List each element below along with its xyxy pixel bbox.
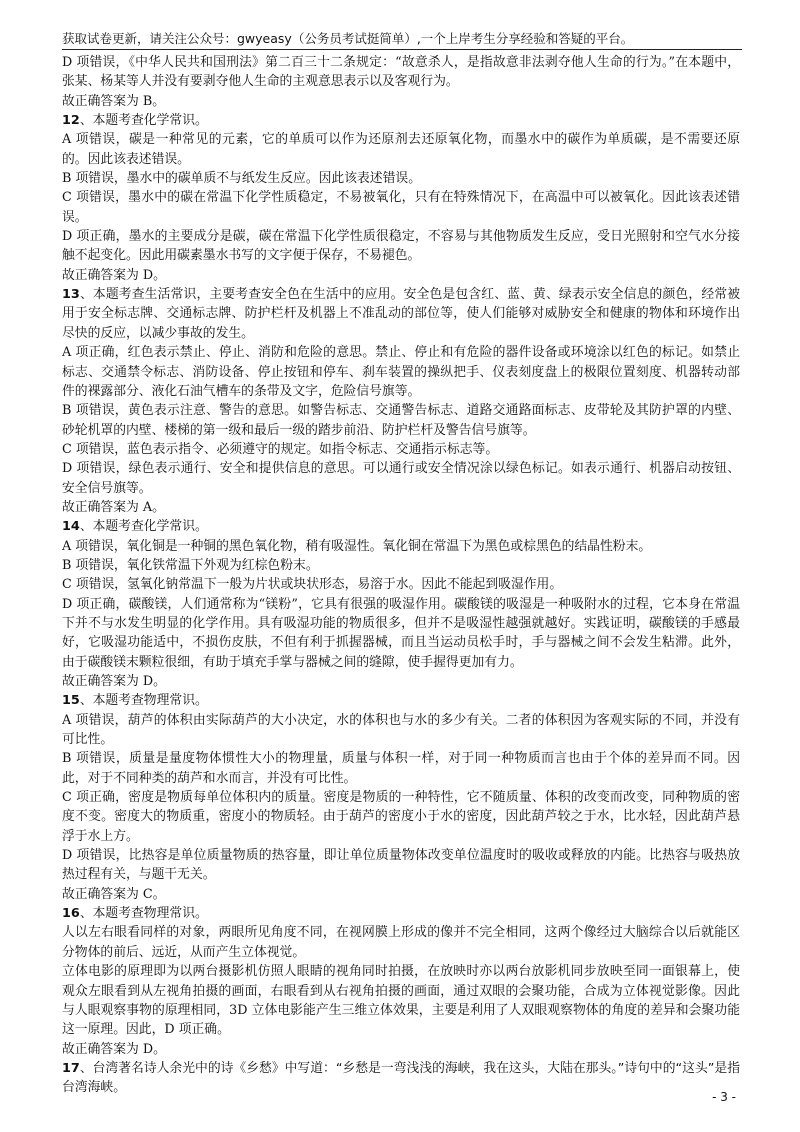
question-heading (62, 517, 740, 536)
paragraph: D 项正确，碳酸镁，人们通常称为“镁粉”，它具有很强的吸湿作用。碳酸镁的吸湿是一种吸附水的过程，它本身在常温下并不与水发生明显的化学作用。具有吸湿功能的物质很多，但并不是吸湿性越强就越好。实践证明，碳酸镁的手感最好，它吸湿功能适中，不损伤皮肤，不但有利于抓握器械，而且当运动员松手时，手与器械之间不会发生粘滞。此外，由于碳酸镁末颗粒很细，有助于填充手掌与器械之间的缝隙，使手握得更加有力。 (62, 596, 740, 670)
paragraph: A 项错误，碳是一种常见的元素，它的单质可以作为还原剂去还原氧化物，而墨水中的碳作为单质碳，是不需要还原的。因此该表述错误。 (62, 132, 740, 167)
paragraph: 人以左右眼看同样的对象，两眼所见角度不同，在视网膜上形成的像并不完全相同，这两个像经过大脑综合以后就能区分物体的前后、远近，从而产生立体视觉。 (62, 925, 740, 960)
paragraph: 故正确答案为 D。 (62, 674, 166, 689)
paragraph: 故正确答案为 A。 (62, 499, 165, 515)
paragraph: B 项错误，质量是量度物体惯性大小的物理量，质量与体积一样，对于同一种物质而言也由于个体的差异而不同。因此，对于不同种类的葫芦和水而言，并没有可比性。 (62, 751, 740, 786)
paragraph: A 项错误，葫芦的体积由实际葫芦的大小决定，水的体积也与水的多少有关。二者的体积因为客观实际的不同，并没有可比性。 (62, 712, 740, 748)
page-header: 获取试卷更新，请关注公众号：gwyeasy（公务员考试挺简单）,一个上岸考生分享经验和答疑的平台。 (62, 31, 634, 46)
paragraph: D 项错误，比热容是单位质量物质的热容量，即让单位质量物体改变单位温度时的吸收或释放的内能。比热容与吸热放热过程有关，与题干无关。 (62, 848, 740, 883)
header-divider (62, 49, 742, 50)
question-text: 、本题考查生活常识，主要考查安全色在生活中的应用。安全色是包含红、蓝、黄、绿表示安全信息的颜色，经常被用于安全标志牌、交通标志牌、防护栏杆及机器上不准乱动的部位等，使人们能够对威胁安全和健康的物体和环境作出尽快的反应，以减少事故的发生。 (62, 287, 740, 341)
paragraph: B 项错误，氧化铁常温下外观为红棕色粉末。 (62, 557, 319, 573)
paragraph: B 项错误，黄色表示注意、警告的意思。如警告标志、交通警告标志、道路交通路面标志、皮带轮及其防护罩的内壁、砂轮机罩的内壁、楼梯的第一级和最后一级的踏步前沿、防护栏杆及警告信号旗等。 (62, 403, 740, 438)
paragraph: A 项错误，氧化铜是一种铜的黑色氧化物，稍有吸湿性。氧化铜在常温下为黑色或棕黑色的结晶性粉末。 (62, 538, 652, 554)
question-heading (62, 691, 740, 710)
paragraph: 立体电影的原理即为以两台摄影机仿照人眼睛的视角同时拍摄，在放映时亦以两台放影机同步放映至同一面银幕上，使观众左眼看到从左视角拍摄的画面，右眼看到从右视角拍摄的画面，通过双眼的会聚功能，合成为立体视觉影像。因此与人眼观察事物的原理相同，3D 立体电影能产生三维立体效果，主要是利用了人双眼观察物体的角度的差异和会聚功能这一原理。因此，D 项正确。 (62, 964, 740, 1038)
paragraph: D 项错误，《中华人民共和国刑法》第二百三十二条规定：“故意杀人，是指故意非法剥夺他人生命的行为。”在本题中，张某、杨某等人并没有要剥夺他人生命的主观意思表示以及客观行为。 (62, 55, 740, 90)
question-text: 、本题考查物理常识。 (79, 906, 208, 922)
question-text: 、台湾著名诗人余光中的诗《乡愁》中写道：“乡愁是一弯浅浅的海峡，我在这头，大陆在那头。”诗句中的“这头”是指台湾海峡。 (62, 1060, 740, 1096)
question-heading (62, 285, 740, 343)
paragraph: D 项正确，墨水的主要成分是碳，碳在常温下化学性质很稳定，不容易与其他物质发生反应，受日光照射和空气水分接触不起变化。因此用碳素墨水书写的文字便于保存，不易褪色。 (62, 229, 740, 264)
question-number: 17 (62, 1060, 80, 1076)
paragraph: 故正确答案为 D。 (62, 267, 166, 283)
paragraph: 故正确答案为 B。 (62, 93, 166, 109)
paragraph: D 项错误，绿色表示通行、安全和提供信息的意思。可以通行或安全情况涂以绿色标记。如表示通行、机器启动按钮、安全信号旗等。 (62, 461, 740, 496)
page-number: - 3 - (712, 1090, 736, 1104)
paragraph: 故正确答案为 D。 (62, 1041, 166, 1057)
question-heading (62, 1059, 740, 1098)
paragraph: C 项错误，氢氧化钠常温下一般为片状或块状形态，易溶于水。因此不能起到吸湿作用。 (62, 577, 563, 593)
question-text: 、本题考查化学常识。 (79, 519, 208, 535)
question-number: 16 (62, 906, 80, 922)
paragraph: C 项正确，密度是物质每单位体积内的质量。密度是物质的一种特性，它不随质量、体积的改变而改变，同种物质的密度不变。密度大的物质重，密度小的物质轻。由于葫芦的密度小于水的密度，因此葫芦较之于水，比水轻，因此葫芦悬浮于水上方。 (62, 790, 740, 844)
question-heading (62, 904, 740, 923)
paragraph: C 项错误，蓝色表示指令、必须遵守的规定。如指令标志、交通指示标志等。 (62, 441, 499, 457)
document-body (62, 53, 740, 1098)
question-number: 15 (62, 693, 80, 709)
question-number: 13 (62, 287, 80, 303)
paragraph: C 项错误，墨水中的碳在常温下化学性质稳定，不易被氧化，只有在特殊情况下，在高温中可以被氧化。因此该表述错误。 (62, 190, 740, 225)
question-number: 14 (62, 519, 80, 535)
paragraph: A 项正确，红色表示禁止、停止、消防和危险的意思。禁止、停止和有危险的器件设备或环境涂以红色的标记。如禁止标志、交通禁令标志、消防设备、停止按钮和停车、刹车装置的操纵把手、仪表刻度盘上的极限位置刻度、机器转动部件的裸露部分、液化石油气槽车的条带及文字，危险信号旗等。 (62, 345, 740, 399)
paragraph: 故正确答案为 C。 (62, 886, 166, 902)
question-text: 、本题考查化学常识。 (79, 113, 208, 129)
question-text: 、本题考查物理常识。 (79, 693, 208, 709)
paragraph: B 项错误，墨水中的碳单质不与纸发生反应。因此该表述错误。 (62, 171, 421, 187)
question-number: 12 (62, 113, 80, 129)
question-heading (62, 111, 740, 130)
